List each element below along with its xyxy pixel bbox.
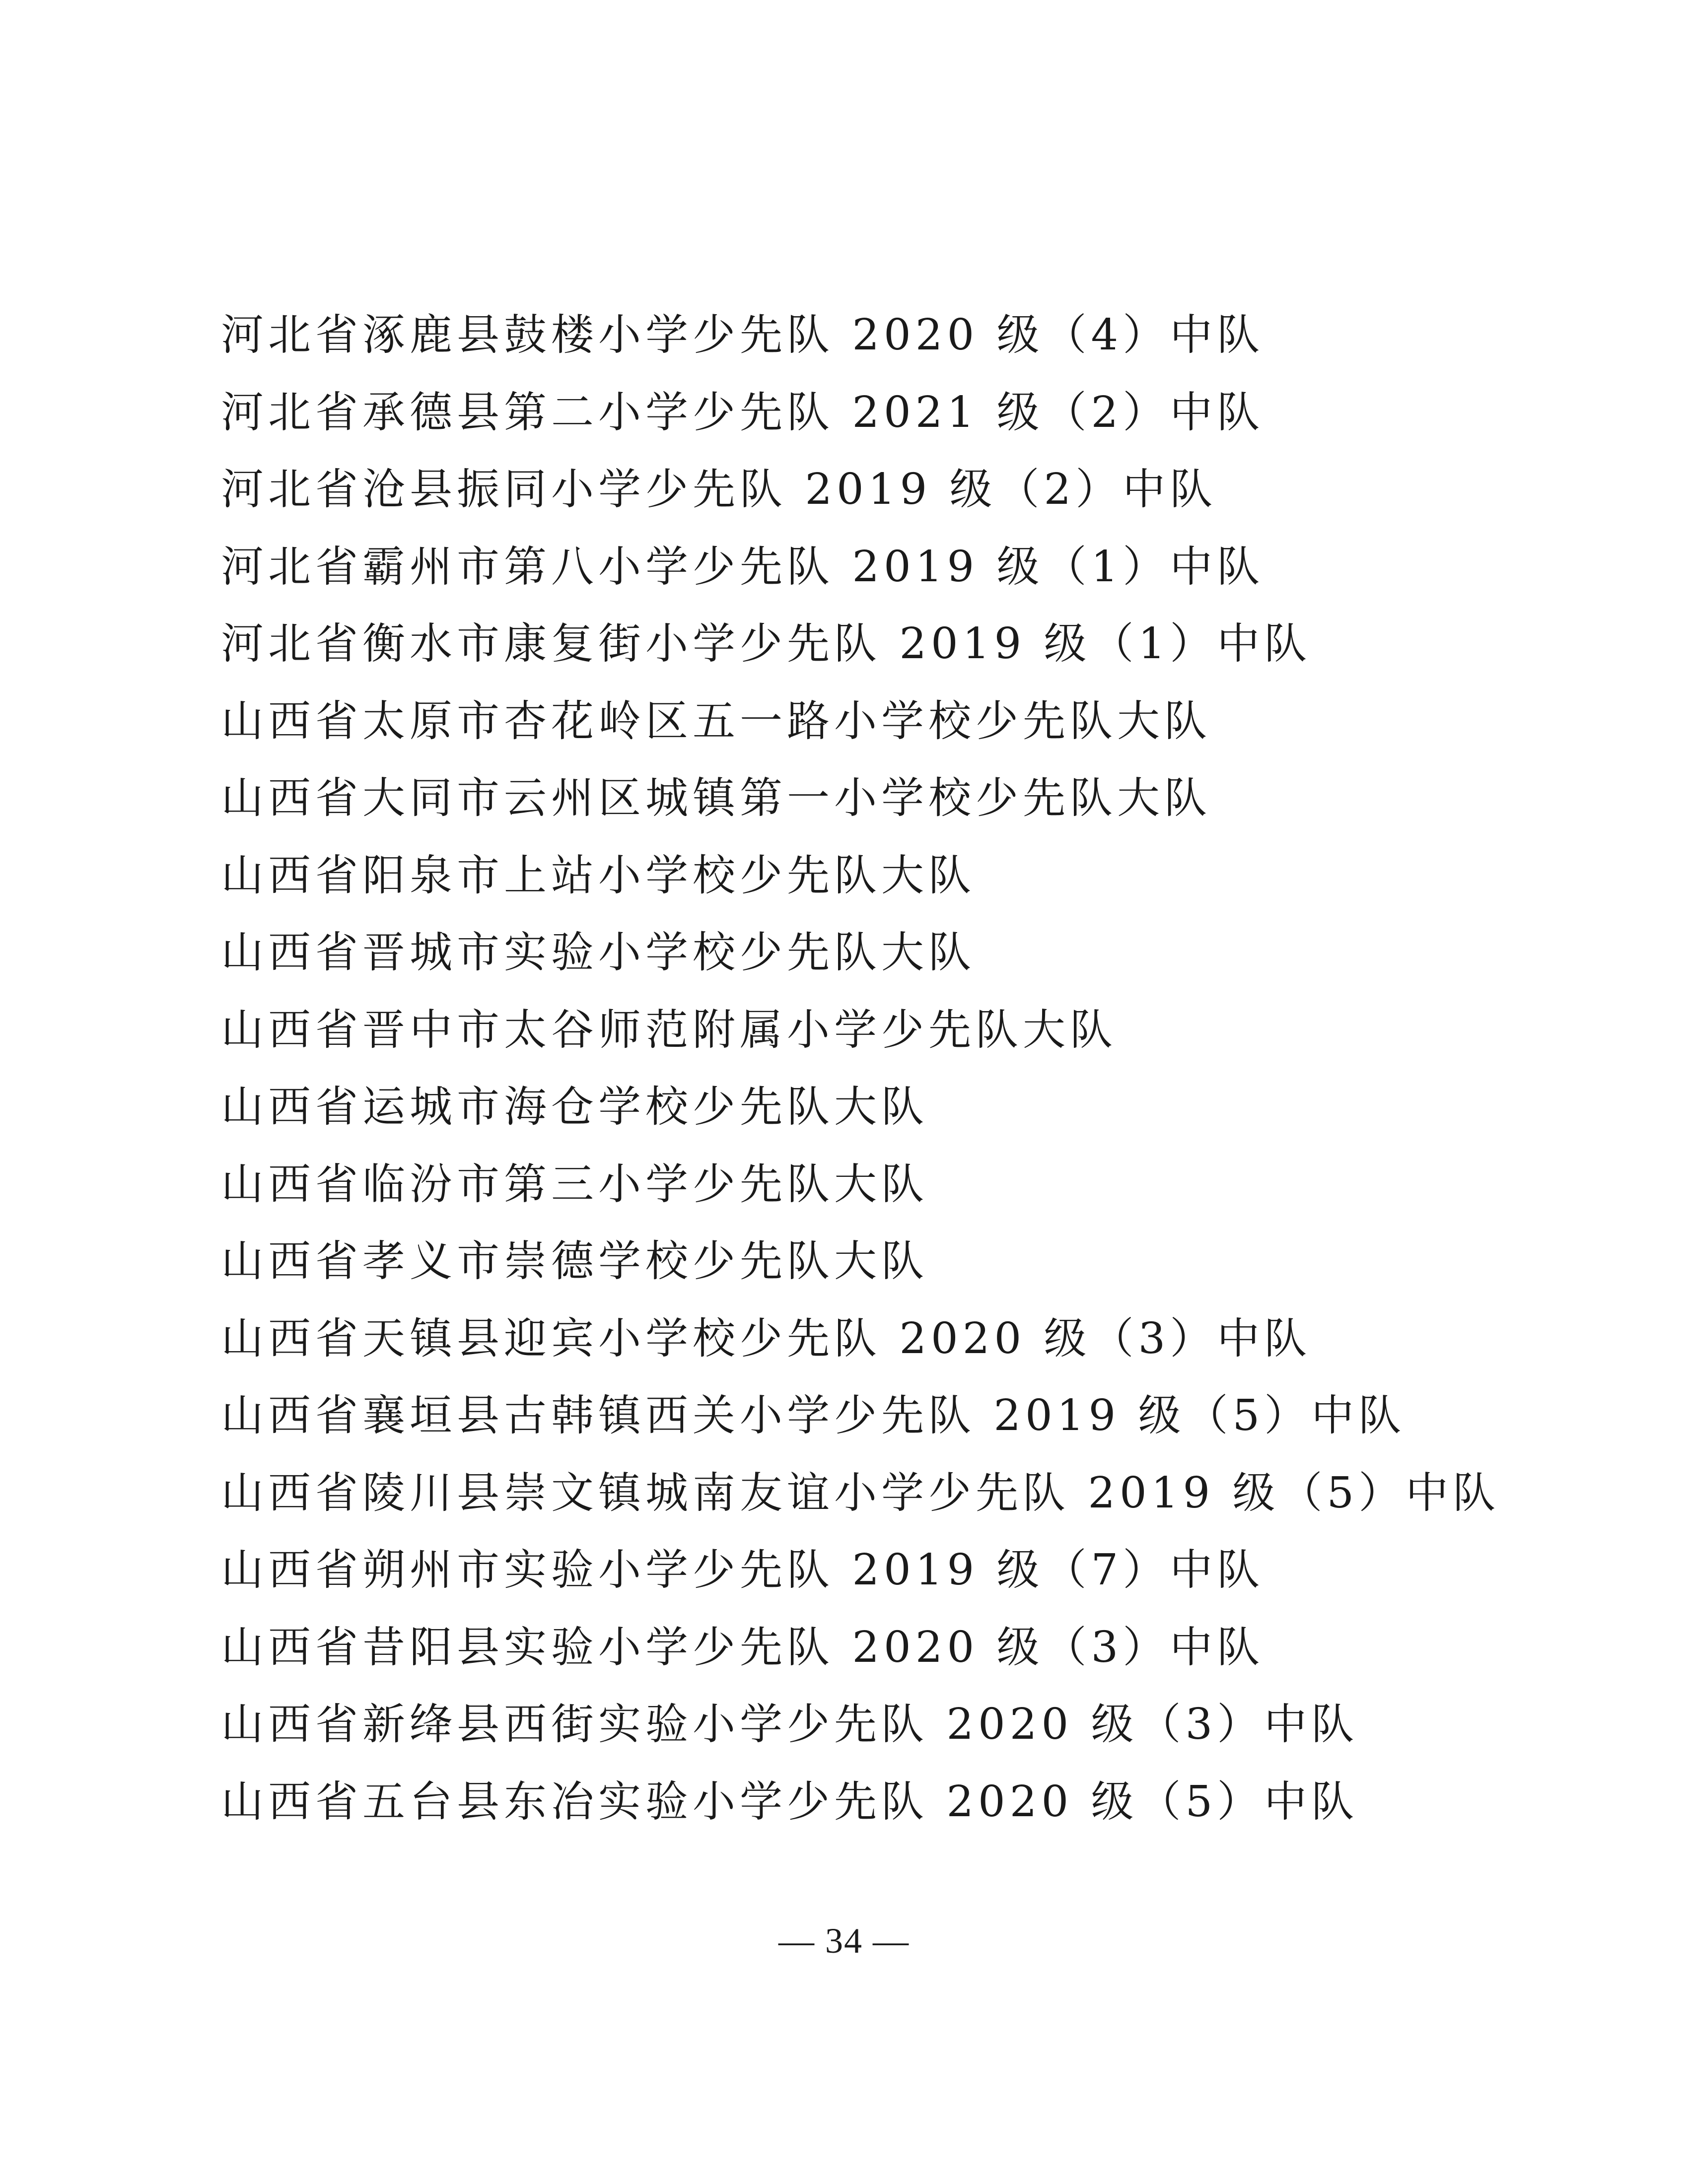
list-item: 山西省晋中市太谷师范附属小学少先队大队 bbox=[221, 1005, 1117, 1055]
list-item: 山西省运城市海仓学校少先队大队 bbox=[221, 1082, 928, 1132]
list-item: 山西省大同市云州区城镇第一小学校少先队大队 bbox=[221, 773, 1211, 823]
list-item: 山西省昔阳县实验小学少先队 2020 级（3）中队 bbox=[221, 1622, 1265, 1672]
list-item: 河北省沧县振同小学少先队 2019 级（2）中队 bbox=[221, 465, 1217, 514]
list-item: 山西省天镇县迎宾小学校少先队 2020 级（3）中队 bbox=[221, 1313, 1312, 1364]
page-number: — 34 — bbox=[778, 1921, 910, 1961]
list-item: 山西省阳泉市上站小学校少先队大队 bbox=[221, 850, 976, 900]
list-item: 山西省陵川县崇文镇城南友谊小学少先队 2019 级（5）中队 bbox=[221, 1468, 1500, 1518]
list-item: 山西省襄垣县古韩镇西关小学少先队 2019 级（5）中队 bbox=[221, 1391, 1406, 1440]
list-item: 山西省朔州市实验小学少先队 2019 级（7）中队 bbox=[221, 1545, 1265, 1595]
list-item: 山西省晋城市实验小学校少先队大队 bbox=[221, 928, 976, 977]
list-item: 河北省涿鹿县鼓楼小学少先队 2020 级（4）中队 bbox=[221, 310, 1265, 360]
list-item: 山西省孝义市崇德学校少先队大队 bbox=[221, 1236, 928, 1286]
list-item: 山西省临汾市第三小学少先队大队 bbox=[221, 1159, 928, 1209]
list-item: 山西省太原市杏花岭区五一路小学校少先队大队 bbox=[221, 696, 1211, 746]
list-item: 山西省五台县东冶实验小学少先队 2020 级（5）中队 bbox=[221, 1776, 1359, 1827]
list-item: 河北省霸州市第八小学少先队 2019 级（1）中队 bbox=[221, 542, 1265, 592]
list-item: 山西省新绛县西街实验小学少先队 2020 级（3）中队 bbox=[221, 1700, 1359, 1749]
list-item: 河北省承德县第二小学少先队 2021 级（2）中队 bbox=[221, 387, 1265, 437]
list-item: 河北省衡水市康复街小学少先队 2019 级（1）中队 bbox=[221, 619, 1312, 669]
unit-list bbox=[221, 303, 1500, 1846]
